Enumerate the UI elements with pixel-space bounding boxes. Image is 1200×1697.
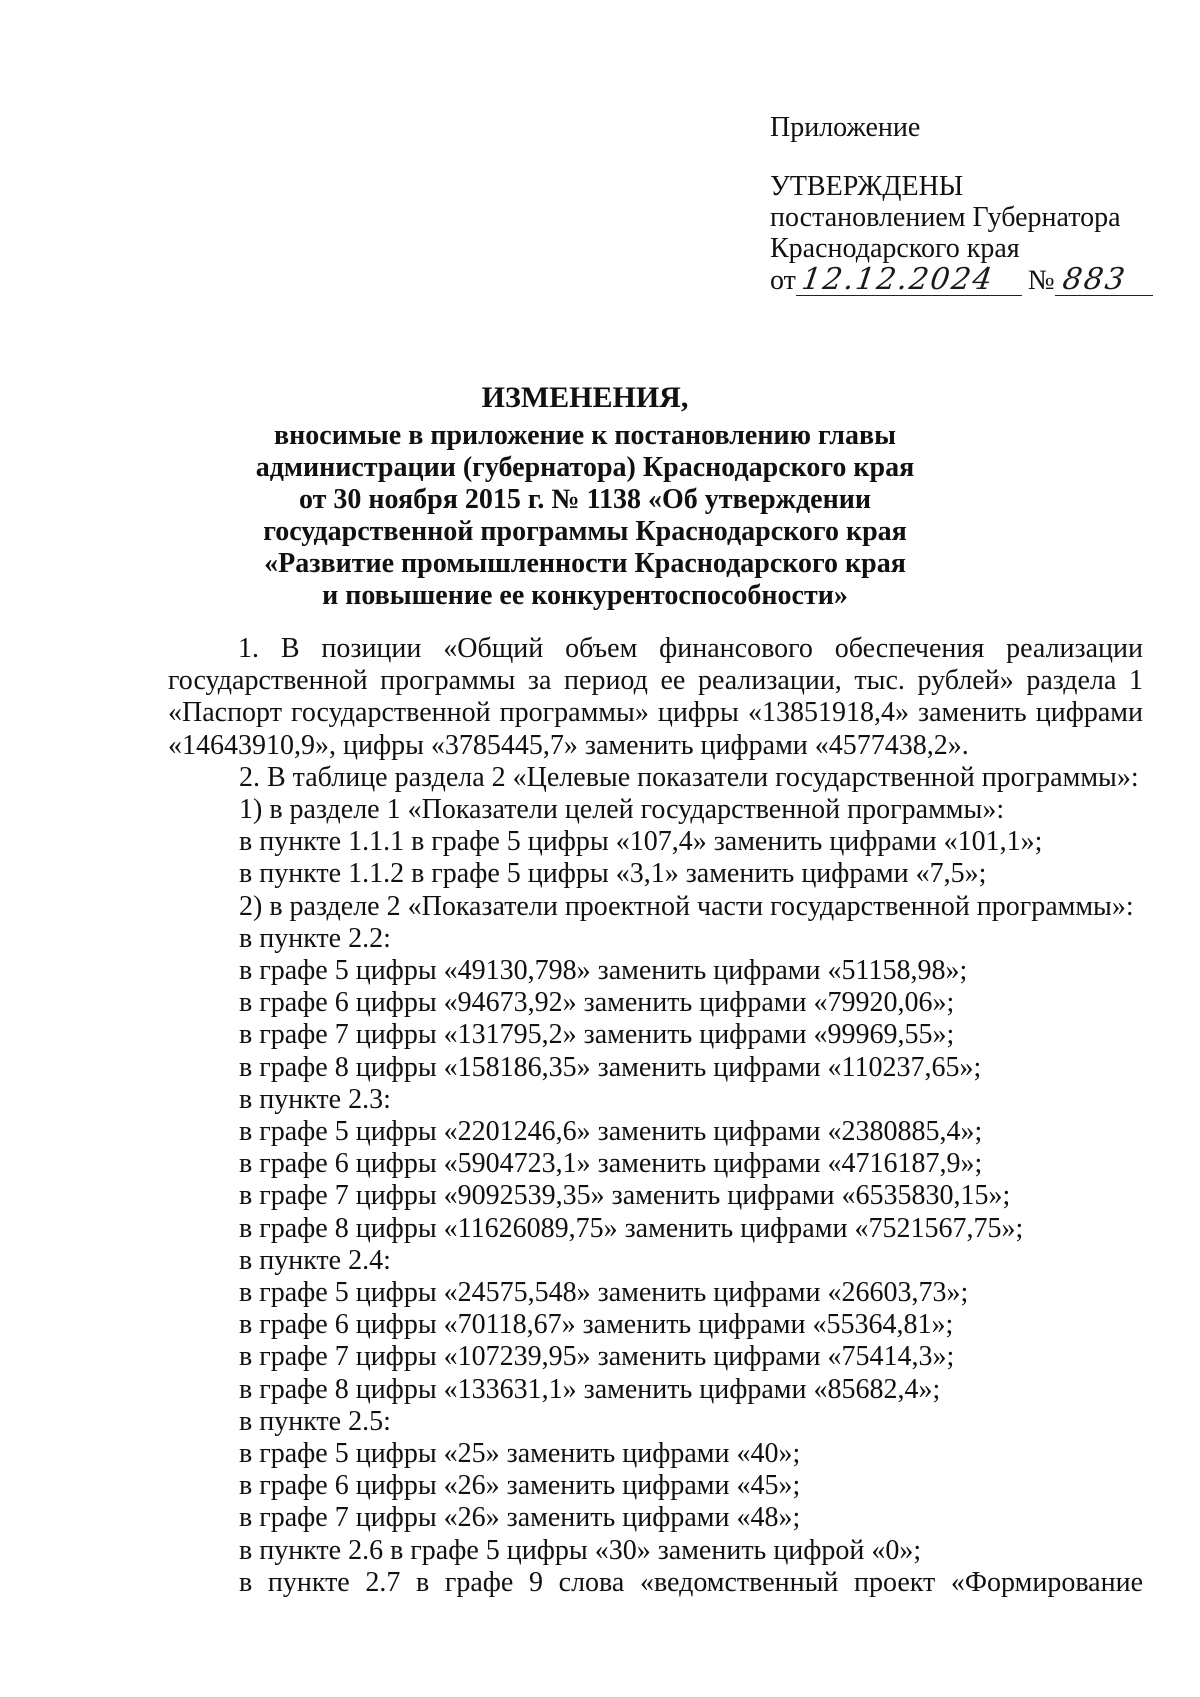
date-prefix: от (770, 265, 796, 296)
body-line: в графе 8 цифры «11626089,75» заменить цифрами «7521567,75»; (239, 1212, 1024, 1244)
body-line: в графе 7 цифры «26» заменить цифрами «48»; (239, 1502, 801, 1534)
body-line: в графе 8 цифры «133631,1» заменить цифрами «85682,4»; (239, 1373, 941, 1405)
body-line: в графе 5 цифры «2201246,6» заменить цифрами «2380885,4»; (239, 1116, 983, 1148)
document-title (160, 382, 1010, 612)
approved-by-line-2: Краснодарского края (770, 233, 1020, 264)
title-line: государственной программы Краснодарского края (263, 516, 907, 547)
appendix-label: Приложение (770, 112, 921, 143)
body-line: 2. В таблице раздела 2 «Целевые показатели государственной программы»: (239, 761, 1139, 793)
body-line: 1) в разделе 1 «Показатели целей государственной программы»: (239, 794, 1005, 826)
title-line: вносимые в приложение к постановлению главы (274, 420, 896, 451)
body-line: в графе 6 цифры «70118,67» заменить цифрами «55364,81»; (239, 1309, 954, 1341)
body-line: в пункте 1.1.1 в графе 5 цифры «107,4» заменить цифрами «101,1»; (239, 826, 1043, 858)
document-body (168, 633, 1143, 1599)
body-line: в графе 7 цифры «107239,95» заменить цифрами «75414,3»; (239, 1341, 955, 1373)
title-main: ИЗМЕНЕНИЯ, (481, 381, 689, 414)
body-line: в пункте 1.1.2 в графе 5 цифры «3,1» заменить цифрами «7,5»; (239, 858, 987, 890)
body-line: в графе 6 цифры «5904723,1» заменить цифрами «4716187,9»; (239, 1148, 983, 1180)
body-line: 2) в разделе 2 «Показатели проектной части государственной программы»: (239, 890, 1134, 922)
body-line: в графе 7 цифры «9092539,35» заменить цифрами «6535830,15»; (239, 1180, 1011, 1212)
body-line: в графе 8 цифры «158186,35» заменить цифрами «110237,65»; (239, 1051, 982, 1083)
body-line: в графе 5 цифры «24575,548» заменить цифрами «26603,73»; (239, 1277, 969, 1309)
number-field (1055, 264, 1153, 296)
handwritten-number: 883 (1060, 262, 1129, 297)
date-field (796, 264, 1022, 296)
body-line: в графе 7 цифры «131795,2» заменить цифрами «99969,55»; (239, 1019, 955, 1051)
paragraph-1: 1. В позиции «Общий объем финансового обеспечения реализации государственной программы за период ее реализации, тыс. рублей» раздела 1 «Паспорт государственной программы» цифры «13851918,4» заменить цифрами «14643910,9», цифры «3785445,7» заменить цифрами «4577438,2». (168, 633, 1143, 761)
body-line: в пункте 2.3: (239, 1083, 391, 1115)
body-line: в пункте 2.5: (239, 1405, 391, 1437)
number-prefix: № (1027, 265, 1055, 296)
body-line: в графе 6 цифры «94673,92» заменить цифрами «79920,06»; (239, 987, 955, 1019)
approved-by-line-1: постановлением Губернатора (770, 202, 1121, 233)
title-line: от 30 ноября 2015 г. № 1138 «Об утверждении (299, 484, 871, 515)
title-line: администрации (губернатора) Краснодарского края (255, 452, 915, 483)
title-line: «Развитие промышленности Краснодарского края (264, 548, 906, 579)
handwritten-date: 12.12.2024 (799, 262, 997, 297)
body-line: в пункте 2.2: (239, 922, 391, 954)
date-number-line (770, 264, 1170, 296)
body-line: в графе 6 цифры «26» заменить цифрами «45»; (239, 1470, 801, 1502)
approved-label: УТВЕРЖДЕНЫ (770, 171, 964, 202)
body-last-line: в пункте 2.7 в графе 9 слова «ведомственный проект «Формирование (239, 1566, 1143, 1598)
approval-block (770, 112, 1170, 296)
title-line: и повышение ее конкурентоспособности» (322, 580, 848, 611)
body-line: в пункте 2.6 в графе 5 цифры «30» заменить цифрой «0»; (239, 1534, 922, 1566)
body-line: в графе 5 цифры «49130,798» заменить цифрами «51158,98»; (239, 955, 968, 987)
body-line: в графе 5 цифры «25» заменить цифрами «40»; (239, 1438, 801, 1470)
body-line: в пункте 2.4: (239, 1244, 391, 1276)
